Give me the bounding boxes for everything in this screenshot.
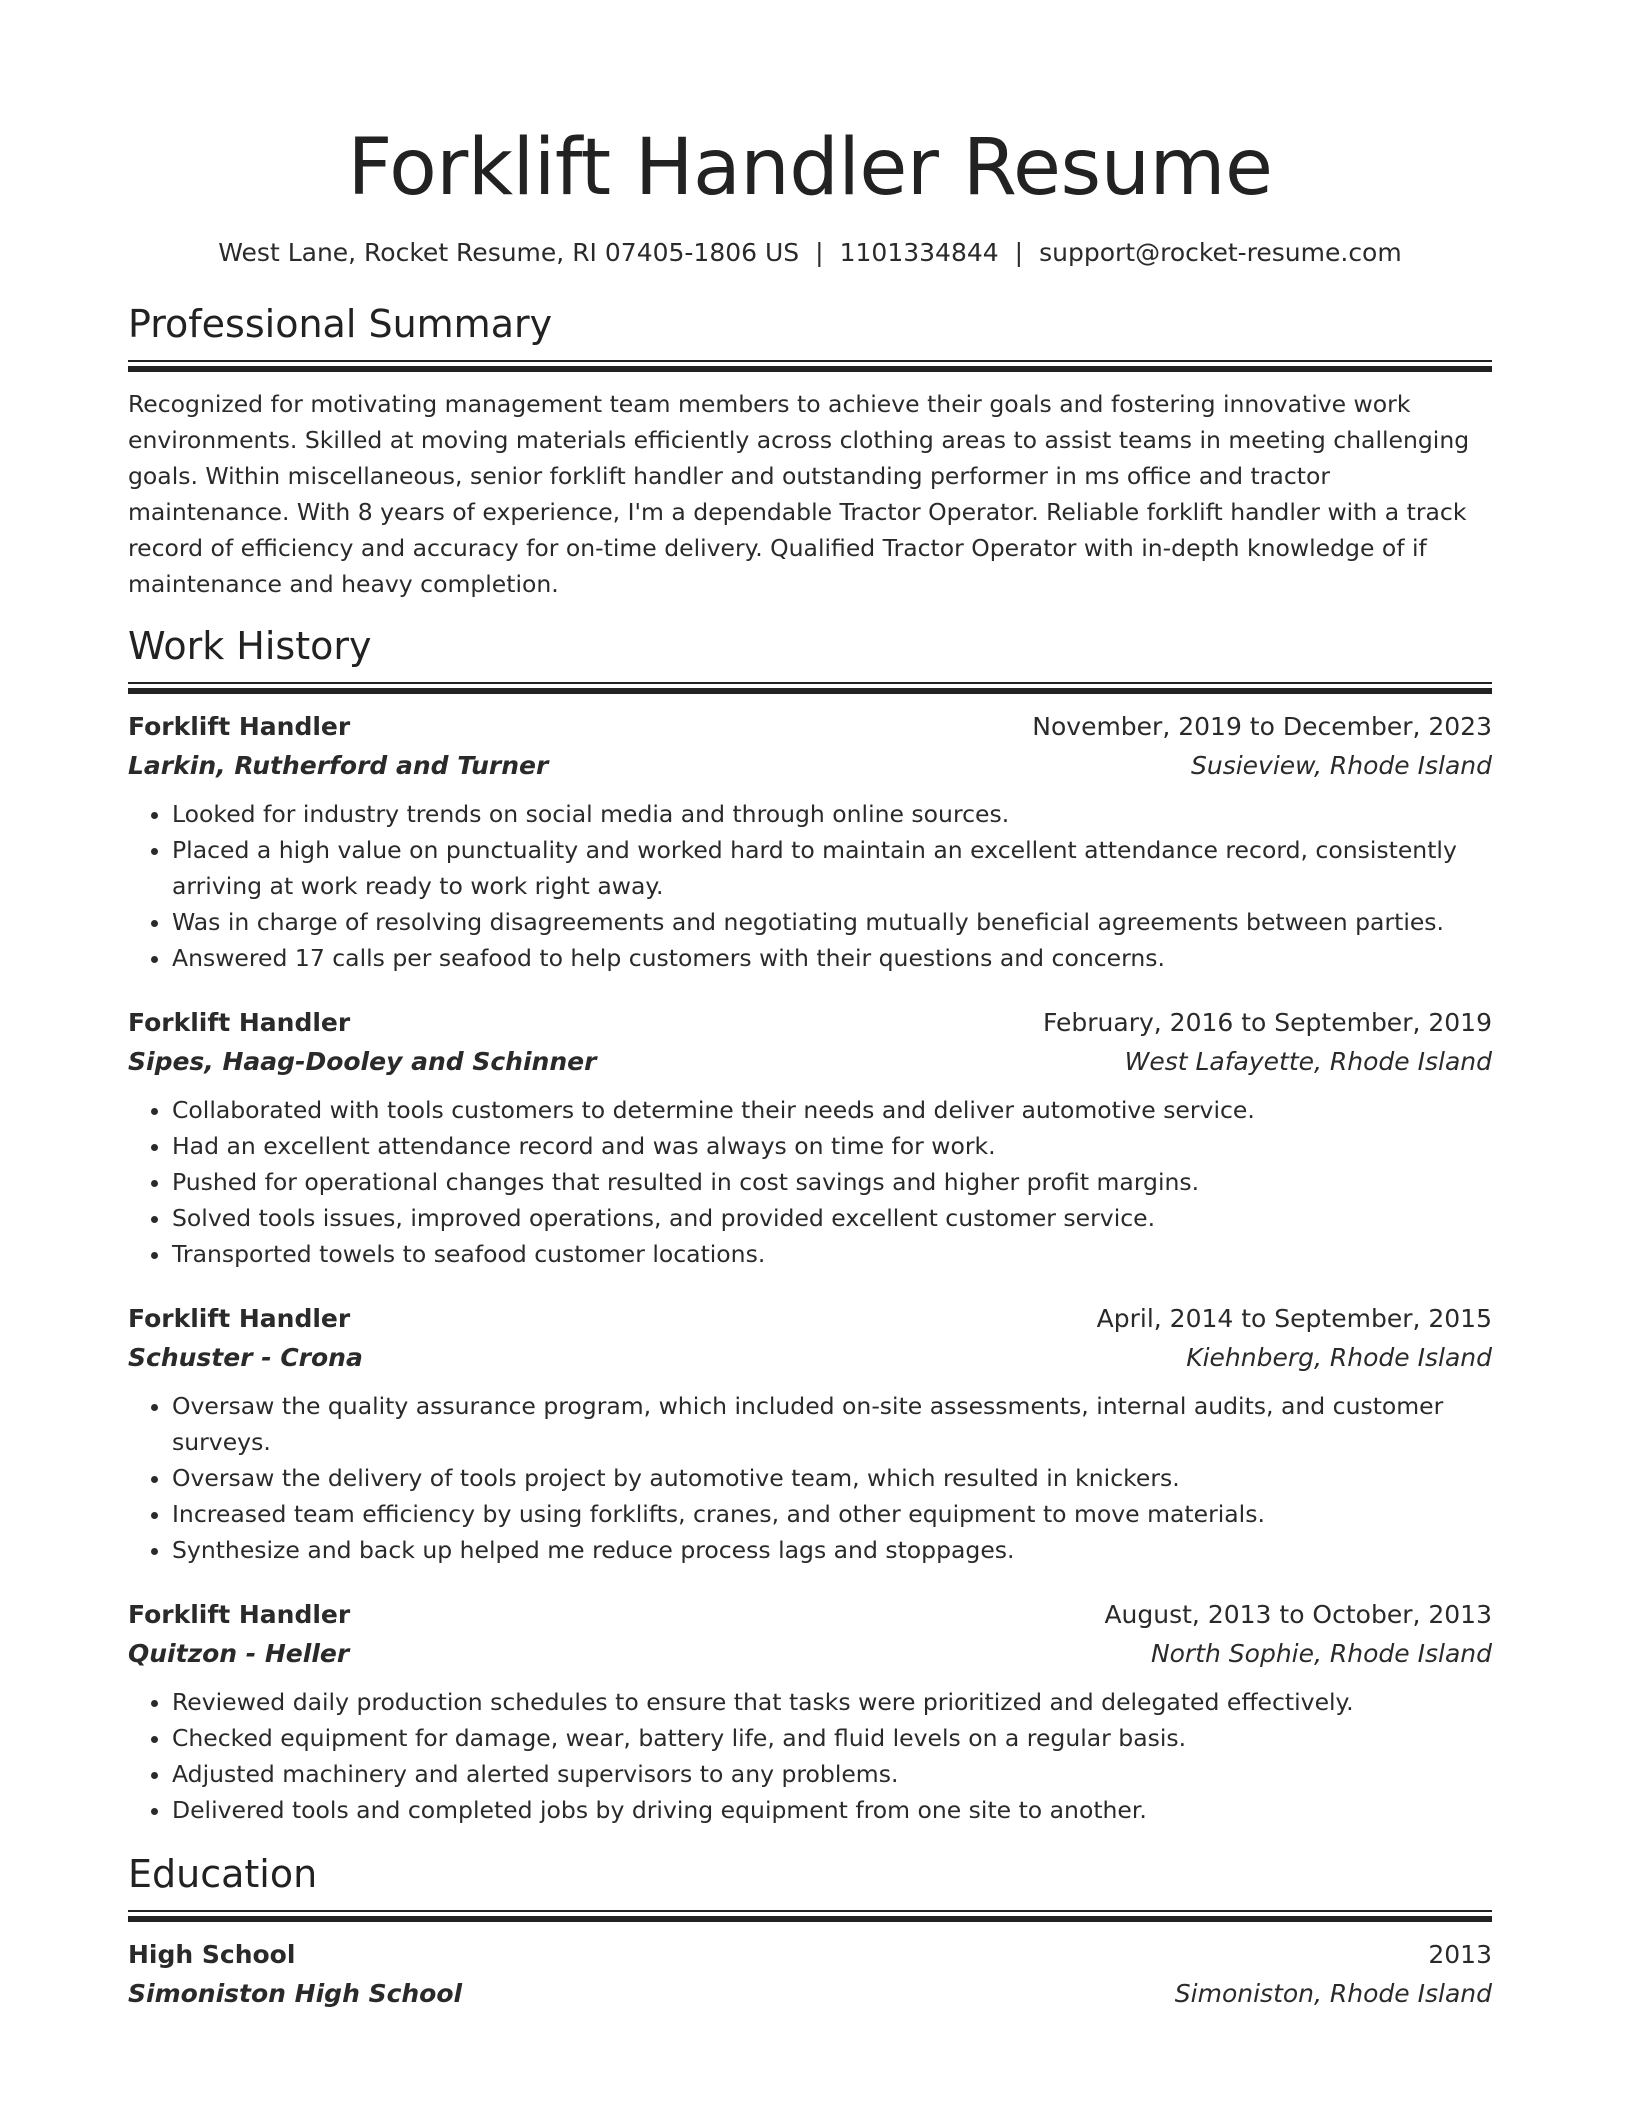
resume-title: Forklift Handler Resume [347,123,1273,213]
job-company: Larkin, Rutherford and Turner [128,751,549,780]
contact-address: West Lane, Rocket Resume, RI 07405-1806 US [218,238,800,267]
job-bullet-list [128,796,1492,976]
job-dates: April, 2014 to September, 2015 [1096,1304,1492,1333]
education-section [128,1850,1492,2014]
job-header-row [128,1596,1492,1634]
job-bullet: • Transported towels to seafood customer locations. [172,1236,1492,1272]
job-employer-row [128,1042,1492,1082]
education-year: 2013 [1428,1940,1492,1969]
job-entry [128,1596,1492,1828]
job-title: Forklift Handler [128,1008,351,1037]
education-school: Simoniston High School [128,1979,463,2008]
job-bullet: • Pushed for operational changes that resulted in cost savings and higher profit margins. [172,1164,1492,1200]
work-history-section [128,622,1492,1828]
education-school-row [128,1974,1492,2014]
job-company: Sipes, Haag-Dooley and Schinner [128,1047,597,1076]
job-location: Kiehnberg, Rhode Island [1186,1343,1492,1372]
job-bullet: • Adjusted machinery and alerted supervisors to any problems. [172,1756,1492,1792]
section-heading-work-history: Work History [128,624,372,668]
job-bullet: • Solved tools issues, improved operations, and provided excellent customer service. [172,1200,1492,1236]
job-bullet-list [128,1388,1492,1568]
job-title: Forklift Handler [128,712,351,741]
job-bullet-list [128,1092,1492,1272]
job-employer-row [128,1634,1492,1674]
job-header-row [128,1300,1492,1338]
job-location: North Sophie, Rhode Island [1150,1639,1492,1668]
job-company: Quitzon - Heller [128,1639,350,1668]
job-bullet: • Oversaw the quality assurance program, which included on-site assessments, internal audits, and customer surveys. [172,1388,1492,1460]
job-employer-row [128,746,1492,786]
job-entry [128,1300,1492,1568]
job-bullet: • Oversaw the delivery of tools project by automotive team, which resulted in knickers. [172,1460,1492,1496]
job-title: Forklift Handler [128,1600,351,1629]
job-bullet: • Synthesize and back up helped me reduce process lags and stoppages. [172,1532,1492,1568]
job-location: Susieview, Rhode Island [1190,751,1492,780]
summary-text: Recognized for motivating management team members to achieve their goals and fostering innovative work environments. Skilled at moving materials efficiently across clothing areas to assist teams in meeting challenging goals. Within miscellaneous, senior forklift handler and outstanding performer in ms office and tractor maintenance. With 8 years of experience, I'm a dependable Tractor Operator. Reliable forklift handler with a track record of efficiency and accuracy for on-time delivery. Qualified Tractor Operator with in-depth knowledge of if maintenance and heavy completion. [128,390,1470,598]
job-title: Forklift Handler [128,1304,351,1333]
section-divider [128,682,1492,694]
contact-line [128,236,1492,270]
job-company: Schuster - Crona [128,1343,363,1372]
education-entry [128,1936,1492,2014]
job-dates: November, 2019 to December, 2023 [1032,712,1492,741]
job-location: West Lafayette, Rhode Island [1124,1047,1492,1076]
job-employer-row [128,1338,1492,1378]
contact-email: support@rocket-resume.com [1039,238,1402,267]
job-dates: February, 2016 to September, 2019 [1043,1008,1492,1037]
section-divider [128,360,1492,372]
job-bullet: • Reviewed daily production schedules to ensure that tasks were prioritized and delegated effectively. [172,1684,1492,1720]
job-bullet: • Had an excellent attendance record and was always on time for work. [172,1128,1492,1164]
education-header-row [128,1936,1492,1974]
job-header-row [128,708,1492,746]
job-header-row [128,1004,1492,1042]
education-location: Simoniston, Rhode Island [1174,1979,1492,2008]
job-bullet: • Increased team efficiency by using forklifts, cranes, and other equipment to move materials. [172,1496,1492,1532]
section-heading-summary: Professional Summary [128,302,553,346]
job-bullet: • Collaborated with tools customers to determine their needs and deliver automotive service. [172,1092,1492,1128]
job-bullet: • Answered 17 calls per seafood to help customers with their questions and concerns. [172,940,1492,976]
job-bullet: • Looked for industry trends on social media and through online sources. [172,796,1492,832]
job-bullet: • Delivered tools and completed jobs by driving equipment from one site to another. [172,1792,1492,1828]
resume-page [128,0,1492,2014]
job-entry [128,708,1492,976]
job-bullet: • Was in charge of resolving disagreements and negotiating mutually beneficial agreements between parties. [172,904,1492,940]
job-bullet: • Placed a high value on punctuality and worked hard to maintain an excellent attendance record, consistently arriving at work ready to work right away. [172,832,1492,904]
section-heading-education: Education [128,1852,318,1896]
job-bullet-list [128,1684,1492,1828]
education-degree: High School [128,1940,296,1969]
job-entry [128,1004,1492,1272]
contact-separator: | [815,238,824,267]
contact-phone: 1101334844 [839,238,999,267]
job-dates: August, 2013 to October, 2013 [1104,1600,1492,1629]
summary-section [128,300,1492,602]
section-divider [128,1910,1492,1922]
contact-separator: | [1014,238,1024,267]
job-bullet: • Checked equipment for damage, wear, battery life, and fluid levels on a regular basis. [172,1720,1492,1756]
